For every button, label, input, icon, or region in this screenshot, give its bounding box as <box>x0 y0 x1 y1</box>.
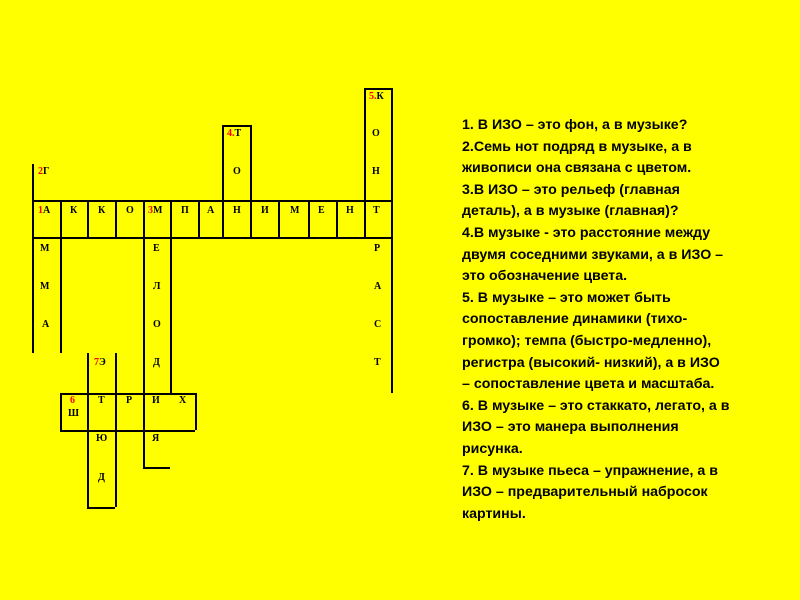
crossword-cell: Е <box>318 205 325 216</box>
grid-line <box>364 88 391 90</box>
clue-line: 7. В музыке пьеса – упражнение, а в <box>462 462 718 479</box>
clue-line: 5. В музыке – это может быть <box>462 289 671 306</box>
clue-line: 2.Семь нот подряд в музыке, а в <box>462 138 692 155</box>
crossword-cell: Н <box>372 166 380 177</box>
grid-line <box>278 200 280 237</box>
grid-line <box>87 353 89 507</box>
clue-line: ИЗО – предварительный набросок <box>462 484 708 501</box>
crossword-cell: 5.К <box>369 91 384 102</box>
clue-line: ИЗО – это манера выполнения <box>462 419 679 436</box>
grid-line <box>143 200 145 467</box>
crossword-cell: О <box>153 319 161 330</box>
clue-line: это обозначение цвета. <box>462 268 628 285</box>
grid-line <box>87 200 89 237</box>
crossword-cell: М <box>290 205 300 216</box>
grid-line <box>195 393 197 430</box>
crossword-cell: М <box>40 243 50 254</box>
crossword-cell: Х <box>179 395 187 406</box>
crossword-cell: С <box>374 319 382 330</box>
crossword-cell: Т <box>373 205 380 216</box>
clue-line: регистра (высокий- низкий), а в ИЗО <box>462 354 720 371</box>
grid-line <box>60 200 62 353</box>
crossword-cell: Р <box>374 243 381 254</box>
crossword-cell: К <box>98 205 106 216</box>
grid-line <box>143 467 170 469</box>
crossword-cell: М <box>40 281 50 292</box>
crossword-cell: Т <box>374 357 381 368</box>
crossword-cell: И <box>152 395 160 406</box>
grid-line <box>198 200 200 237</box>
crossword-cell: П <box>181 205 189 216</box>
crossword-cell: 1А <box>38 205 51 216</box>
crossword-cell: 7Э <box>94 357 106 368</box>
clue-line: 6. В музыке – это стаккато, легато, а в <box>462 397 730 414</box>
clue-line: 1. В ИЗО – это фон, а в музыке? <box>462 117 688 133</box>
crossword-cell: Н <box>233 205 241 216</box>
crossword-cell: 6 <box>70 395 75 406</box>
grid-line <box>250 125 252 237</box>
crossword-cell: О <box>372 128 380 139</box>
grid-line <box>336 200 338 237</box>
grid-line <box>170 200 172 393</box>
grid-line <box>391 88 393 393</box>
crossword-cell: А <box>207 205 215 216</box>
grid-line <box>32 164 34 353</box>
clue-line: 4.В музыке - это расстояние между <box>462 224 711 241</box>
grid-line <box>60 430 195 432</box>
clue-line: живописи она связана с цветом. <box>462 160 692 177</box>
clue-line: картины. <box>462 505 526 522</box>
crossword-cell: Ш <box>68 408 79 419</box>
crossword-cell: О <box>233 166 241 177</box>
crossword-cell: Л <box>153 281 161 292</box>
crossword-cell: 3М <box>148 205 163 216</box>
crossword-cell: Я <box>152 433 160 444</box>
clues-list <box>462 115 782 525</box>
crossword-cell: Е <box>153 243 160 254</box>
crossword-cell: Р <box>126 395 133 406</box>
clue-line: сопоставление динамики (тихо- <box>462 311 688 328</box>
grid-line <box>222 125 250 127</box>
crossword-cell: А <box>42 319 50 330</box>
crossword-cell: Д <box>153 357 160 368</box>
clue-line: рисунка. <box>462 440 523 457</box>
crossword-cell: Т <box>98 395 105 406</box>
grid-line <box>308 200 310 237</box>
grid-line <box>87 507 115 509</box>
clue-line: двумя соседними звуками, а в ИЗО – <box>462 246 724 263</box>
crossword-cell: Д <box>98 472 105 483</box>
clue-line: громко); темпа (быстро-медленно), <box>462 332 712 349</box>
crossword-cell: 2Г <box>38 166 50 177</box>
crossword-cell: Н <box>346 205 354 216</box>
grid-line <box>115 200 117 237</box>
grid-line <box>60 393 62 430</box>
grid-line <box>115 353 117 507</box>
grid-line <box>222 125 224 237</box>
crossword-cell: О <box>126 205 134 216</box>
crossword-cell: Ю <box>96 433 108 444</box>
crossword-cell: И <box>261 205 269 216</box>
crossword-cell: К <box>70 205 78 216</box>
grid-line <box>32 237 391 239</box>
grid-line <box>364 88 366 237</box>
clue-line: – сопоставление цвета и масштаба. <box>462 376 715 393</box>
clue-line: деталь), а в музыке (главная)? <box>462 203 679 220</box>
crossword-cell: А <box>374 281 382 292</box>
crossword-cell: 4.Т <box>227 128 242 139</box>
clue-line: 3.В ИЗО – это рельеф (главная <box>462 181 680 198</box>
